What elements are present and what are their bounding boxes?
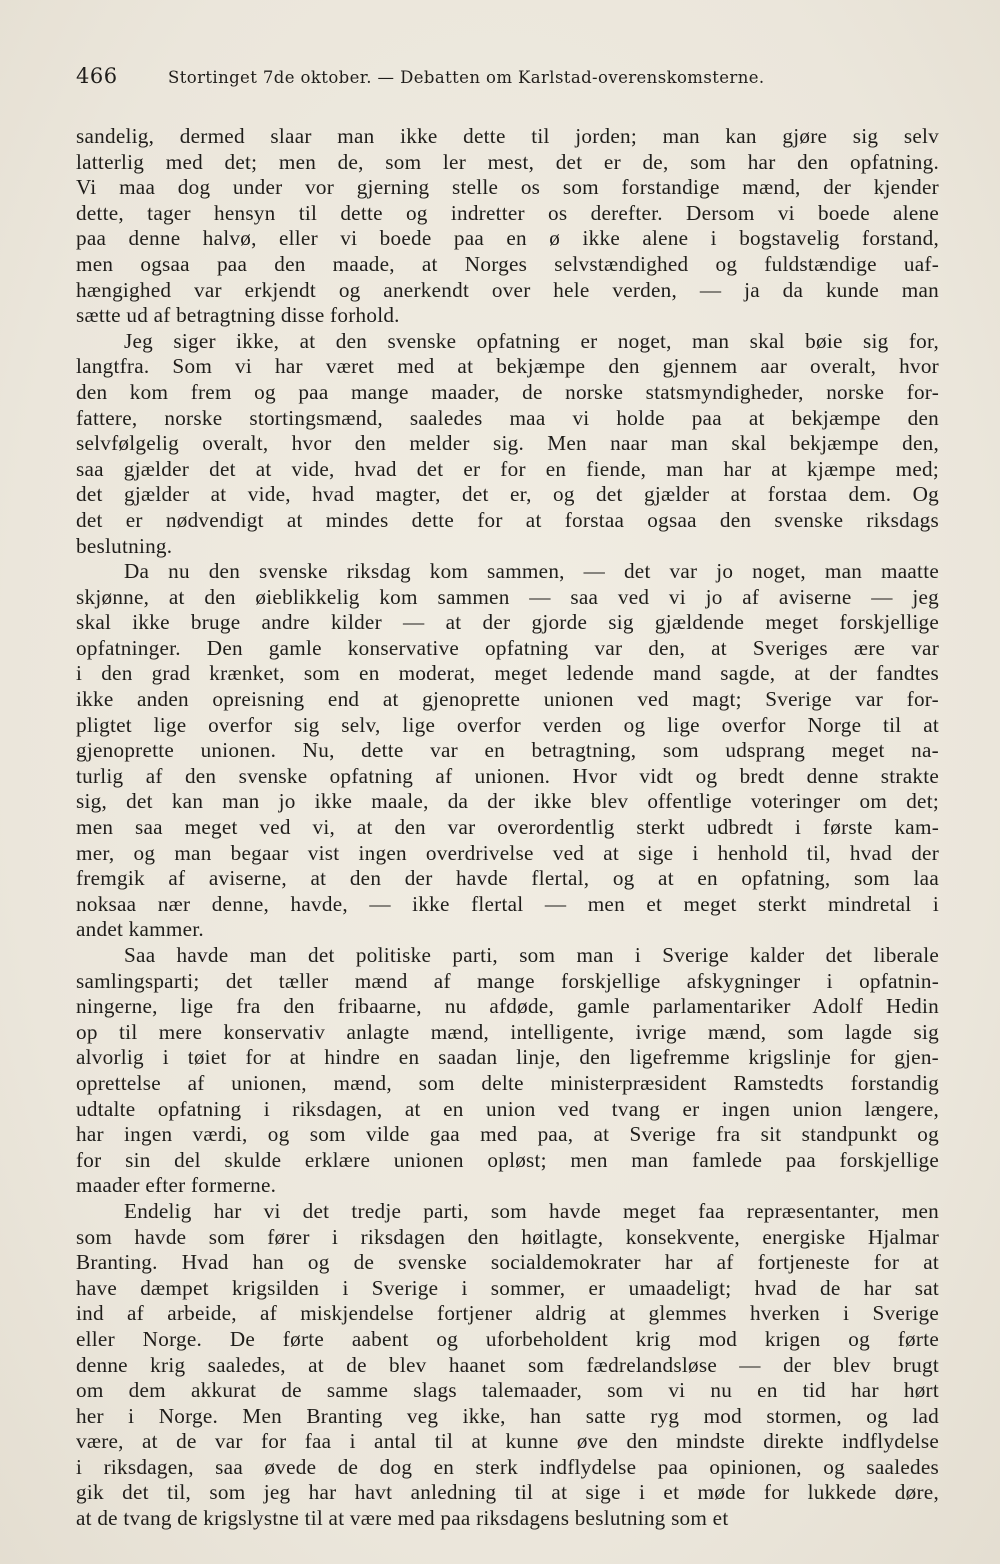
text-line: maader efter formerne. [76,1173,277,1198]
text-line: fremgik af aviserne, at den der havde flertal, og at en opfatning, som laa [76,866,939,891]
text-line: denne krig saaledes, at de blev haanet som fædrelandsløse — der blev brugt [76,1352,939,1377]
text-line: beslutning. [76,533,173,558]
text-line: om dem akkurat de samme slags talemaader, som vi nu en tid har hørt [76,1378,939,1403]
text-line: andet kammer. [76,917,204,942]
text-line: opfatninger. Den gamle konservative opfatning var den, at Sveriges ære var [76,635,939,660]
text-line: latterlig med det; men de, som ler mest, det er de, som har den opfatning. [76,149,939,174]
paragraph [76,559,939,943]
text-line: hængighed var erkjendt og anerkendt over hele verden, — ja da kunde man [76,277,939,302]
text-line: gik det til, som jeg har havt anledning til at sige i et møde for lukkede døre, [76,1480,939,1505]
text-line: for sin del skulde erklære unionen opløst; men man famlede paa forskjellige [76,1147,939,1172]
text-line: alvorlig i tøiet for at hindre en saadan linje, den ligefremme krigslinje for gjen- [76,1045,939,1070]
text-line: saa gjælder det at vide, hvad det er for en fiende, man har at kjæmpe med; [76,456,939,481]
text-line: dette, tager hensyn til dette og indretter os derefter. Dersom vi boede alene [76,200,939,225]
running-head [76,64,939,92]
text-line: være, at de var for faa i antal til at kunne øve den mindste direkte indflydelse [76,1429,939,1454]
paragraph [76,124,939,329]
text-line: Da nu den svenske riksdag kom sammen, — det var jo noget, man maatte [124,559,939,584]
paragraph [76,329,939,559]
text-line: noksaa nær denne, havde, — ikke flertal — men et meget sterkt mindretal i [76,891,939,916]
text-line: fattere, norske stortingsmænd, saaledes maa vi holde paa at bekjæmpe den [76,405,939,430]
text-line: eller Norge. De førte aabent og uforbeholdent krig mod krigen og førte [76,1326,939,1351]
text-line: sandelig, dermed slaar man ikke dette til jorden; man kan gjøre sig selv [76,124,939,148]
text-line: har ingen værdi, og som vilde gaa med paa, at Sverige fra sit standpunkt og [76,1122,939,1147]
text-line: som havde som fører i riksdagen den høitlagte, konsekvente, energiske Hjalmar [76,1224,939,1249]
text-line: selvfølgelig overalt, hvor den melder sig. Men naar man skal bekjæmpe den, [76,431,939,456]
running-head-title: Stortinget 7de oktober. — Debatten om Karlstad-overenskomsterne. [168,68,765,87]
body-text [76,124,939,1532]
text-line: samlingsparti; det tæller mænd af mange forskjellige afskygninger i opfatnin- [76,968,939,993]
text-line: have dæmpet krigsilden i Sverige i sommer, er umaadeligt; hvad de har sat [76,1275,939,1300]
text-line: det gjælder at vide, hvad magter, det er, og det gjælder at forstaa dem. Og [76,482,939,507]
text-line: den kom frem og paa mange maader, de norske statsmyndigheder, norske for- [76,379,939,404]
text-line: turlig af den svenske opfatning af unionen. Hvor vidt og bredt denne strakte [76,763,939,788]
text-line: skjønne, at den øieblikkelig kom sammen — saa ved vi jo af aviserne — jeg [76,584,939,609]
paragraph [76,1199,939,1532]
text-line: i riksdagen, saa øvede de dog en sterk indflydelse paa opinionen, og saaledes [76,1454,939,1479]
paragraph [76,943,939,1199]
text-line: ind af arbeide, af miskjendelse fortjener aldrig at glemmes hverken i Sverige [76,1301,939,1326]
text-line: men ogsaa paa den maade, at Norges selvstændighed og fuldstændige uaf- [76,251,939,276]
text-line: ningerne, lige fra den fribaarne, nu afdøde, gamle parlamentariker Adolf Hedin [76,994,939,1019]
text-line: Saa havde man det politiske parti, som man i Sverige kalder det liberale [124,943,939,967]
text-line: sig, det kan man jo ikke maale, da der ikke blev offentlige voteringer om det; [76,789,939,814]
text-line: gjenoprette unionen. Nu, dette var en betragtning, som udsprang meget na- [76,738,939,763]
text-line: skal ikke bruge andre kilder — at der gjorde sig gjældende meget forskjellige [76,610,939,635]
text-line: udtalte opfatning i riksdagen, at en union ved tvang er ingen union længere, [76,1096,939,1121]
text-line: oprettelse af unionen, mænd, som delte ministerpræsident Ramstedts forstandig [76,1070,939,1095]
text-line: Endelig har vi det tredje parti, som havde meget faa repræsentanter, men [124,1198,939,1223]
text-line: op til mere konservativ anlagte mænd, intelligente, ivrige mænd, som lagde sig [76,1019,939,1044]
text-line: mer, og man begaar vist ingen overdrivelse ved at sige i henhold til, hvad der [76,840,939,865]
text-line: men saa meget ved vi, at den var overordentlig sterkt udbredt i første kam- [76,815,939,840]
text-line: Branting. Hvad han og de svenske socialdemokrater har af fortjeneste for at [76,1250,939,1275]
text-line: her i Norge. Men Branting veg ikke, han satte ryg mod stormen, og lad [76,1403,939,1428]
text-line: Jeg siger ikke, at den svenske opfatning er noget, man skal bøie sig for, [124,328,939,353]
text-line: langtfra. Som vi har været med at bekjæmpe den gjennem aar overalt, hvor [76,354,939,379]
text-line: i den grad krænket, som en moderat, meget ledende mand sagde, at der fandtes [76,661,939,686]
text-line: Vi maa dog under vor gjerning stelle os som forstandige mænd, der kjender [76,175,939,200]
page-number: 466 [76,64,118,88]
text-line: at de tvang de krigslystne til at være med paa riksdagens beslutning som et [76,1506,729,1531]
text-line: ikke anden opreisning end at gjenoprette unionen ved magt; Sverige var for- [76,687,939,712]
text-line: det er nødvendigt at mindes dette for at forstaa ogsaa den svenske riksdags [76,507,939,532]
text-line: paa denne halvø, eller vi boede paa en ø ikke alene i bogstavelig forstand, [76,226,939,251]
text-line: pligtet lige overfor sig selv, lige overfor verden og lige overfor Norge til at [76,712,939,737]
text-line: sætte ud af betragtning disse forhold. [76,303,400,328]
